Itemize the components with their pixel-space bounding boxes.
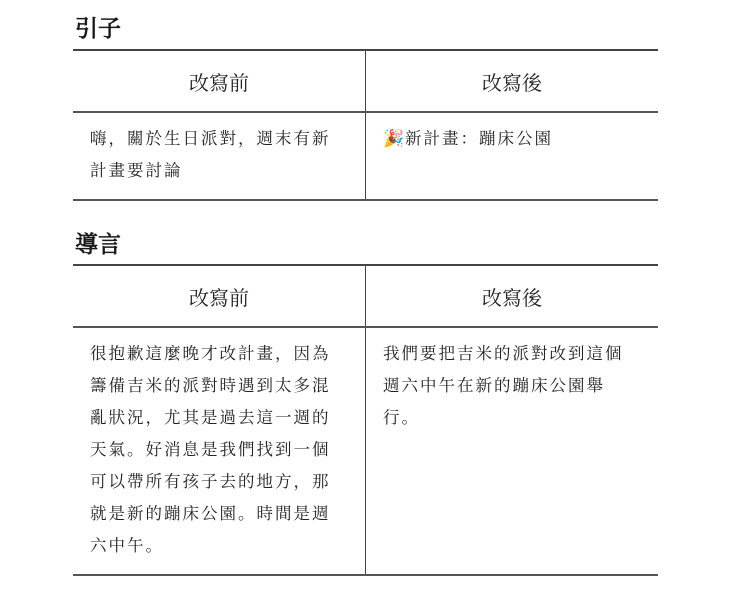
cell-after bbox=[366, 112, 659, 200]
text-line: 就是新的蹦床公園。時間是週 bbox=[90, 504, 331, 523]
text-line: 可以帶所有孩子去的地方，那 bbox=[90, 472, 331, 491]
header-after: 改寫後 bbox=[366, 265, 659, 327]
header-before: 改寫前 bbox=[73, 265, 366, 327]
text-line: 六中午。 bbox=[90, 536, 164, 555]
text-line: 行。 bbox=[383, 408, 420, 427]
section-heading-intro: 引子 bbox=[75, 16, 121, 42]
party-popper-icon: 🎉 bbox=[383, 129, 405, 149]
section-heading-lead: 導言 bbox=[75, 232, 121, 258]
text-line: 籌備吉米的派對時遇到太多混 bbox=[90, 376, 331, 395]
comparison-table-lead bbox=[73, 264, 658, 576]
cell-before bbox=[73, 327, 366, 575]
cell-after bbox=[366, 327, 659, 575]
cell-before bbox=[73, 112, 366, 200]
text-line: 計畫要討論 bbox=[90, 161, 183, 180]
header-before: 改寫前 bbox=[73, 50, 366, 112]
text-line: 我們要把吉米的派對改到這個 bbox=[383, 344, 624, 363]
text-line: 嗨，關於生日派對，週末有新 bbox=[90, 129, 331, 148]
text-line: 新計畫：蹦床公園 bbox=[405, 129, 553, 148]
text-line: 天氣。好消息是我們找到一個 bbox=[90, 440, 331, 459]
text-line: 週六中午在新的蹦床公園舉 bbox=[383, 376, 605, 395]
text-line: 亂狀況，尤其是過去這一週的 bbox=[90, 408, 331, 427]
header-after: 改寫後 bbox=[366, 50, 659, 112]
comparison-table-intro bbox=[73, 49, 658, 201]
text-line: 很抱歉這麼晚才改計畫，因為 bbox=[90, 344, 331, 363]
